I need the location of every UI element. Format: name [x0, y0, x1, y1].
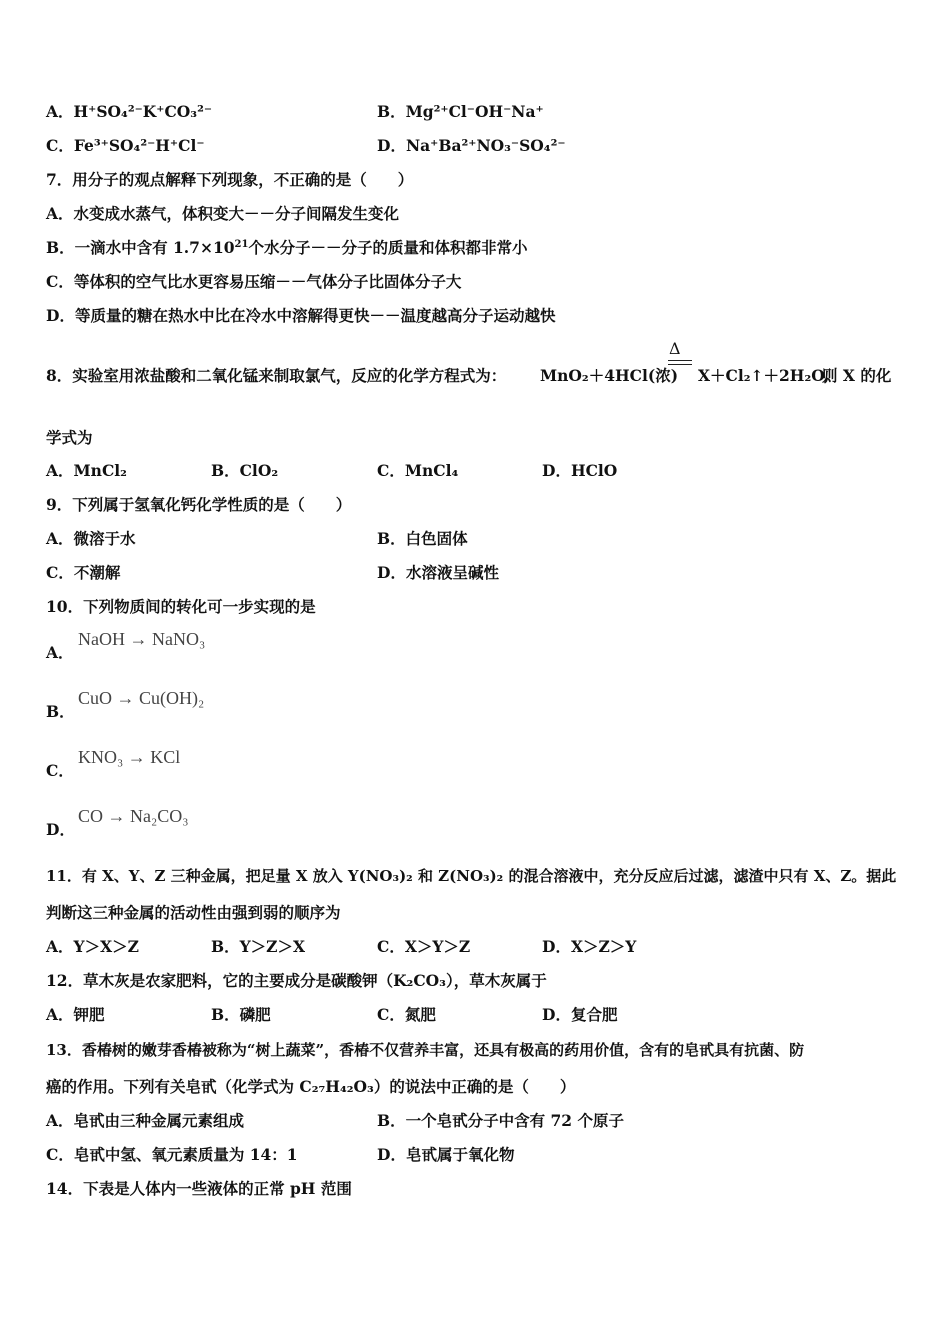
q9-option-c: C．不潮解	[46, 563, 121, 582]
q9-option-b: B．白色固体	[377, 529, 468, 548]
ion-formula: Mg²⁺Cl⁻OH⁻Na⁺	[405, 102, 544, 121]
q6-option-d	[377, 136, 566, 156]
q9-option-a: A．微溶于水	[46, 529, 136, 548]
q11-option-a: A．Y＞X＞Z	[46, 937, 139, 956]
q10-stem: 10．下列物质间的转化可一步实现的是	[46, 597, 316, 616]
q9-option-d: D．水溶液呈碱性	[377, 563, 499, 582]
option-label: B．	[377, 102, 406, 121]
ion-formula: Fe³⁺SO₄²⁻H⁺Cl⁻	[73, 136, 205, 155]
q10-option-b-label: B．	[46, 702, 75, 721]
q12-option-d: D．复合肥	[542, 1005, 618, 1024]
q10-option-b-formula: CuO → Cu(OH)₂	[78, 688, 205, 708]
q13-option-b: B．一个皂甙分子中含有 72 个原子	[377, 1111, 624, 1130]
q8-stem-lead: 8．实验室用浓盐酸和二氧化锰来制取氯气，反应的化学方程式为：	[46, 366, 507, 385]
q13-option-c: C．皂甙中氢、氧元素质量为 14：1	[46, 1145, 298, 1164]
q8-option-a: A．MnCl₂	[46, 461, 127, 480]
q7-option-b-post: 个水分子－－分子的质量和体积都非常小	[248, 238, 528, 257]
q8-equals-line-top	[668, 360, 692, 361]
q13-option-a: A．皂甙由三种金属元素组成	[46, 1111, 245, 1130]
q13-stem-line2: 癌的作用。下列有关皂甙（化学式为 C₂₇H₄₂O₃）的说法中正确的是（ ）	[46, 1077, 576, 1096]
q10-option-d-formula: CO → Na₂CO₃	[78, 806, 189, 826]
ion-formula: Na⁺Ba²⁺NO₃⁻SO₄²⁻	[405, 136, 566, 155]
q9-stem: 9．下列属于氢氧化钙化学性质的是（ ）	[46, 495, 352, 514]
q10-option-c-formula: KNO₃ → KCl	[78, 747, 181, 767]
q7-option-c: C．等体积的空气比水更容易压缩－－气体分子比固体分子大	[46, 272, 462, 291]
q11-option-b: B．Y＞Z＞X	[211, 937, 306, 956]
q7-option-d: D．等质量的糖在热水中比在冷水中溶解得更快－－温度越高分子运动越快	[46, 306, 556, 325]
q11-option-c: C．X＞Y＞Z	[377, 937, 471, 956]
q6-option-a	[46, 102, 212, 122]
q8-stem-cont: 学式为	[46, 428, 93, 447]
q8-option-b: B．ClO₂	[211, 461, 279, 480]
q14-stem: 14．下表是人体内一些液体的正常 pH 范围	[46, 1179, 352, 1198]
q8-option-d: D．HClO	[542, 461, 618, 480]
q10-option-a-formula: NaOH → NaNO₃	[78, 629, 206, 649]
option-label: C．	[46, 136, 74, 155]
q12-option-a: A．钾肥	[46, 1005, 105, 1024]
q12-option-c: C．氮肥	[377, 1005, 436, 1024]
q8-equals-line-bottom	[668, 364, 692, 365]
q6-option-c	[46, 136, 205, 156]
q13-option-d: D．皂甙属于氧化物	[377, 1145, 515, 1164]
q11-option-d: D．X＞Z＞Y	[542, 937, 637, 956]
q12-stem: 12．草木灰是农家肥料，它的主要成分是碳酸钾（K₂CO₃），草木灰属于	[46, 971, 547, 990]
q7-stem: 7．用分子的观点解释下列现象，不正确的是（ ）	[46, 170, 414, 189]
q7-option-b-pre: B．一滴水中含有 1.7×10	[46, 238, 235, 257]
q10-option-d-label: D．	[46, 820, 75, 839]
ion-formula: H⁺SO₄²⁻K⁺CO₃²⁻	[73, 102, 213, 121]
option-label: A．	[46, 102, 74, 121]
option-label: D．	[377, 136, 406, 155]
q8-condition: Δ	[669, 339, 681, 358]
q13-stem-line1: 13．香椿树的嫩芽香椿被称为“树上蔬菜”，香椿不仅营养丰富，还具有极高的药用价值，含有的皂甙具有抗菌、防	[46, 1041, 805, 1059]
q10-option-a-label: A．	[46, 643, 74, 662]
q7-option-b-exp: 21	[234, 238, 249, 250]
q10-option-c-label: C．	[46, 761, 74, 780]
q6-option-b	[377, 102, 544, 122]
q8-stem-tail: 则 X 的化	[822, 366, 892, 385]
q12-option-b: B．磷肥	[211, 1005, 271, 1024]
q8-products: X＋Cl₂↑＋2H₂O,	[698, 366, 830, 385]
q8-option-c: C．MnCl₄	[377, 461, 459, 480]
q11-stem-line2: 判断这三种金属的活动性由强到弱的顺序为	[46, 903, 341, 922]
q7-option-a: A．水变成水蒸气，体积变大－－分子间隔发生变化	[46, 204, 400, 223]
q7-option-b	[46, 238, 527, 258]
q8-reactants: MnO₂＋4HCl(浓)	[540, 366, 679, 385]
q11-stem-line1: 11．有 X、Y、Z 三种金属，把足量 X 放入 Y(NO₃)₂ 和 Z(NO₃)₂ 的混合溶液中，充分反应后过滤，滤渣中只有 X、Z。据此	[46, 867, 897, 885]
